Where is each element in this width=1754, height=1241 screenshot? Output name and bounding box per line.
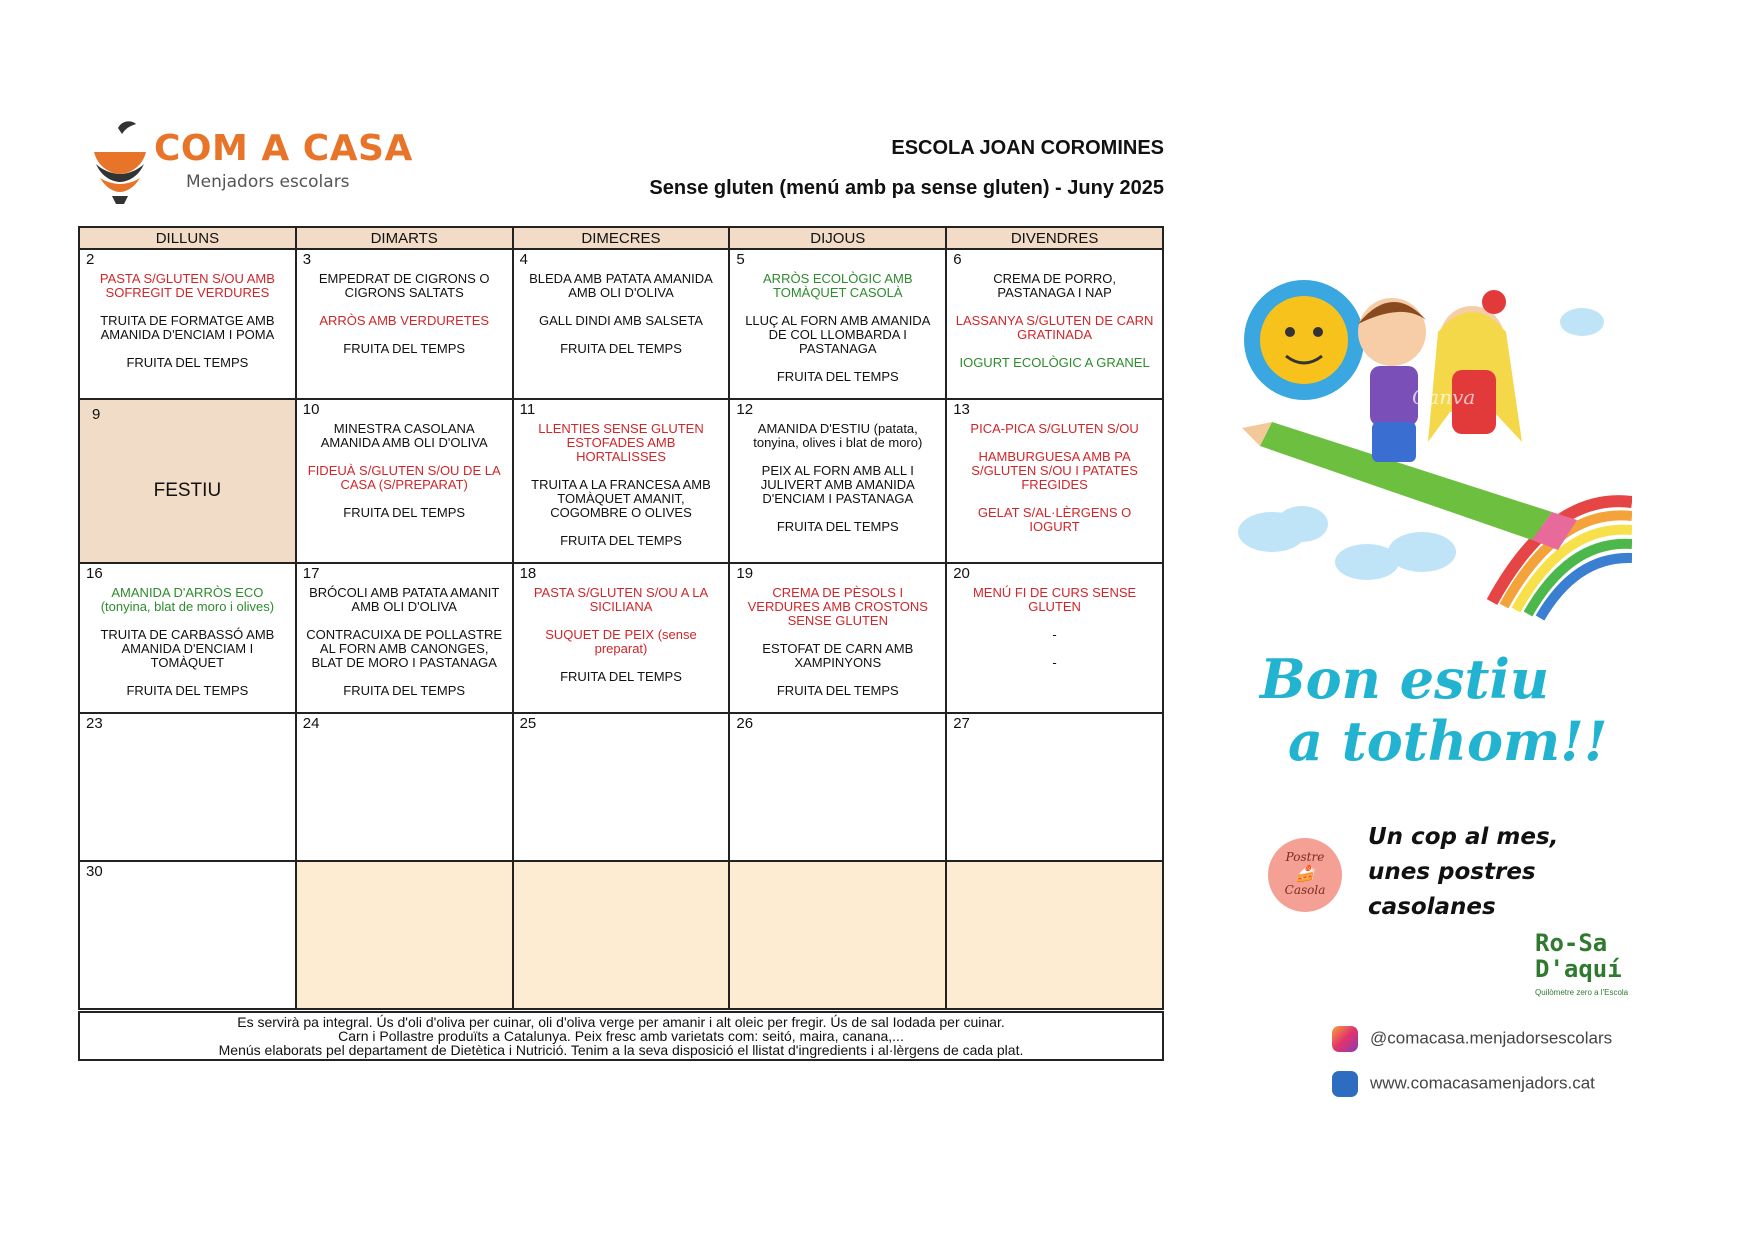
menu-dish: PASTA S/GLUTEN S/OU AMB SOFREGIT DE VERDURES (99, 271, 275, 300)
day-menu (514, 564, 729, 684)
day-menu (297, 564, 512, 698)
day-number: 26 (736, 715, 754, 732)
day-cell (946, 713, 1163, 861)
menu-dish: LLUÇ AL FORN AMB AMANIDA DE COL LLOMBARDA I PASTANAGA (745, 313, 931, 356)
day-cell (296, 249, 513, 399)
day-number: 11 (519, 401, 536, 418)
instagram-icon (1332, 1026, 1358, 1052)
day-cell (513, 563, 730, 713)
day-number: 27 (953, 715, 970, 732)
day-cell (946, 249, 1163, 399)
kids-on-pencil-illustration (1232, 262, 1632, 622)
calendar-week-row (79, 399, 1163, 563)
day-number: 12 (736, 401, 754, 418)
day-cell (729, 713, 946, 861)
postres-line: unes postres (1368, 859, 1536, 885)
day-number: 23 (86, 715, 103, 732)
day-cell (729, 249, 946, 399)
day-menu (730, 564, 945, 698)
globe-icon (1332, 1071, 1358, 1097)
menu-dish: PEIX AL FORN AMB ALL I JULIVERT AMB AMANIDA D'ENCIAM I PASTANAGA (760, 463, 915, 506)
menu-dish: FRUITA DEL TEMPS (776, 519, 899, 534)
calendar-week-row (79, 713, 1163, 861)
calendar-week-row (79, 563, 1163, 713)
brand-name: COM A CASA (154, 128, 413, 169)
day-menu (514, 400, 729, 548)
menu-dish: - (1052, 627, 1057, 642)
menu-dish: GALL DINDI AMB SALSETA (538, 313, 703, 328)
illustration-watermark: Canva (1412, 385, 1476, 409)
menu-subtitle: Sense gluten (menú amb pa sense gluten) - Juny 2025 (649, 177, 1164, 199)
day-cell (79, 713, 296, 861)
menu-dish: AMANIDA D'ESTIU (patata, tonyina, olives i blat de moro) (753, 421, 923, 450)
empty-day-cell (296, 861, 513, 1009)
menu-dish: SUQUET DE PEIX (sense preparat) (545, 627, 697, 656)
day-number: 9 (92, 406, 101, 423)
school-name: ESCOLA JOAN COROMINES (891, 137, 1164, 159)
day-menu (80, 564, 295, 698)
day-number: 24 (302, 715, 320, 732)
day-number: 20 (953, 565, 970, 582)
day-number: 25 (519, 715, 537, 732)
day-menu (947, 564, 1162, 670)
holiday-label: FESTIU (153, 480, 222, 501)
day-cell (946, 563, 1163, 713)
website-row (1332, 1071, 1595, 1097)
instagram-handle: @comacasa.menjadorsescolars (1370, 1028, 1613, 1048)
menu-dish: FRUITA DEL TEMPS (343, 341, 466, 356)
km-title-line: Ro-Sa (1535, 929, 1608, 957)
weekday-header: DIMARTS (296, 227, 513, 249)
menu-dish: FIDEUÀ S/GLUTEN S/OU DE LA CASA (S/PREPARAT) (307, 463, 501, 492)
menu-dish: IOGURT ECOLÒGIC A GRANEL (959, 355, 1150, 370)
menu-dish: TRUITA DE FORMATGE AMB AMANIDA D'ENCIAM I POMA (100, 313, 275, 342)
instagram-handle-row (1332, 1026, 1612, 1052)
empty-day-cell (729, 861, 946, 1009)
menu-dish: FRUITA DEL TEMPS (776, 683, 899, 698)
menu-dish: PASTA S/GLUTEN S/OU A LA SICILIANA (533, 585, 709, 614)
menu-dish: MENÚ FI DE CURS SENSE GLUTEN (972, 585, 1137, 614)
day-number: 10 (302, 401, 320, 418)
day-cell (729, 563, 946, 713)
menu-dish: FRUITA DEL TEMPS (126, 683, 249, 698)
day-number: 16 (86, 565, 103, 582)
day-number: 19 (736, 565, 754, 582)
day-number: 17 (302, 565, 320, 582)
menu-dish: FRUITA DEL TEMPS (560, 341, 682, 356)
postre-badge-line: Postre (1285, 850, 1325, 864)
menu-dish: FRUITA DEL TEMPS (343, 505, 466, 520)
menu-dish: LLENTIES SENSE GLUTEN ESTOFADES AMB HORTALISSES (538, 421, 704, 464)
bon-estiu-line: a tothom!! (1288, 709, 1608, 773)
menu-dish: MINESTRA CASOLANA AMANIDA AMB OLI D'OLIVA (320, 421, 488, 450)
brand-logo (88, 118, 413, 204)
bon-estiu-message (1260, 648, 1608, 772)
day-number: 6 (953, 251, 962, 268)
menu-dish: BRÓCOLI AMB PATATA AMANIT AMB OLI D'OLIVA (309, 585, 500, 614)
day-cell (729, 399, 946, 563)
day-cell (296, 399, 513, 563)
weekday-header: DIVENDRES (946, 227, 1163, 249)
menu-dish: FRUITA DEL TEMPS (126, 355, 249, 370)
menu-dish: PICA-PICA S/GLUTEN S/OU (970, 421, 1139, 436)
menu-dish: - (1052, 655, 1057, 670)
day-cell (79, 249, 296, 399)
day-menu (297, 250, 512, 356)
empty-day-cell (513, 861, 730, 1009)
calendar-week-row (79, 249, 1163, 399)
calendar-body (79, 249, 1163, 1009)
day-cell (946, 399, 1163, 563)
menu-dish: TRUITA DE CARBASSÓ AMB AMANIDA D'ENCIAM I TOMÀQUET (100, 627, 275, 670)
postre-casola-badge (1268, 838, 1342, 912)
day-menu (730, 400, 945, 534)
day-number: 18 (519, 565, 537, 582)
day-cell (513, 249, 730, 399)
postres-line: casolanes (1368, 894, 1496, 920)
day-menu (514, 250, 729, 356)
menu-dish: LASSANYA S/GLUTEN DE CARN GRATINADA (955, 313, 1154, 342)
calendar-week-row (79, 861, 1163, 1009)
girl-icon (1428, 290, 1522, 442)
menu-dish: BLEDA AMB PATATA AMANIDA AMB OLI D'OLIVA (529, 271, 713, 300)
menu-dish: GELAT S/AL·LÈRGENS O IOGURT (977, 505, 1132, 534)
day-number: 4 (519, 251, 528, 268)
day-number: 5 (736, 251, 745, 268)
day-cell (296, 713, 513, 861)
menu-dish: CREMA DE PORRO, PASTANAGA I NAP (993, 271, 1116, 300)
menu-dish: FRUITA DEL TEMPS (776, 369, 899, 384)
day-cell (79, 399, 296, 563)
menu-dish: FRUITA DEL TEMPS (560, 533, 682, 548)
day-cell (79, 861, 296, 1009)
day-cell (513, 399, 730, 563)
menu-dish: ARRÒS ECOLÒGIC AMB TOMÀQUET CASOLÀ (763, 271, 913, 300)
day-number: 3 (302, 251, 312, 268)
menu-calendar (78, 226, 1164, 1010)
day-menu (297, 400, 512, 520)
day-number: 13 (953, 401, 970, 418)
quilometre-zero-logo (1535, 930, 1655, 1004)
footer-notes (78, 1011, 1164, 1061)
menu-dish: CREMA DE PÈSOLS I VERDURES AMB CROSTONS SENSE GLUTEN (747, 585, 928, 628)
weekday-header: DIJOUS (729, 227, 946, 249)
menu-dish: TRUITA A LA FRANCESA AMB TOMÀQUET AMANIT, COGOMBRE O OLIVES (531, 477, 711, 520)
empty-day-cell (946, 861, 1163, 1009)
menu-dish: AMANIDA D'ARRÒS ECO (tonyina, blat de moro i olives) (100, 585, 275, 614)
km-title-line: D'aquí (1535, 955, 1622, 983)
postres-line: Un cop al mes, (1368, 824, 1559, 850)
brand-subtitle: Menjadors escolars (186, 172, 350, 192)
km-subtitle: Quilòmetre zero a l'Escola (1535, 988, 1629, 997)
menu-dish: HAMBURGUESA AMB PA S/GLUTEN S/OU I PATATES FREGIDES (971, 449, 1138, 492)
km-title (1535, 930, 1622, 982)
menu-dish: EMPEDRAT DE CIGRONS O CIGRONS SALTATS (318, 271, 490, 300)
menu-dish: ESTOFAT DE CARN AMB XAMPINYONS (762, 641, 914, 670)
postres-note (1368, 820, 1558, 925)
weekday-header: DILLUNS (79, 227, 296, 249)
footer-line: Carn i Pollastre produïts a Catalunya. Peix fresc amb varietats com: seitó, maira, canana,... (338, 1028, 904, 1044)
bon-estiu-line: Bon estiu (1260, 647, 1550, 711)
footer-line: Menús elaborats pel departament de Dietètica i Nutrició. Tenim a la seva disposició el llistat d'ingredients i al·lèrgens de cada plat. (218, 1042, 1024, 1058)
boy-icon (1358, 298, 1426, 462)
menu-dish: CONTRACUIXA DE POLLASTRE AL FORN AMB CANONGES, BLAT DE MORO I PASTANAGA (306, 627, 503, 670)
menu-dish: FRUITA DEL TEMPS (343, 683, 466, 698)
day-menu (947, 400, 1162, 534)
day-cell (79, 563, 296, 713)
footer-line: Es servirà pa integral. Ús d'oli d'oliva per cuinar, oli d'oliva verge per amanir i alt oleic per fregir. Ús de sal Iodada per cuinar. (237, 1014, 1005, 1030)
day-menu (80, 250, 295, 370)
menu-dish: ARRÒS AMB VERDURETES (319, 313, 490, 328)
sun-icon (1244, 280, 1364, 400)
apple-bowl-icon (88, 118, 152, 204)
cake-icon: 🍰 (1295, 864, 1315, 883)
day-number: 30 (86, 863, 103, 880)
day-cell (513, 713, 730, 861)
weekday-header: DIMECRES (513, 227, 730, 249)
website-url: www.comacasamenjadors.cat (1370, 1073, 1595, 1093)
postre-badge-line: Casola (1284, 883, 1326, 897)
day-menu (730, 250, 945, 384)
day-menu (947, 250, 1162, 370)
day-number: 2 (86, 251, 95, 268)
weekday-header-row (79, 227, 1163, 249)
day-cell (296, 563, 513, 713)
menu-dish: FRUITA DEL TEMPS (560, 669, 682, 684)
